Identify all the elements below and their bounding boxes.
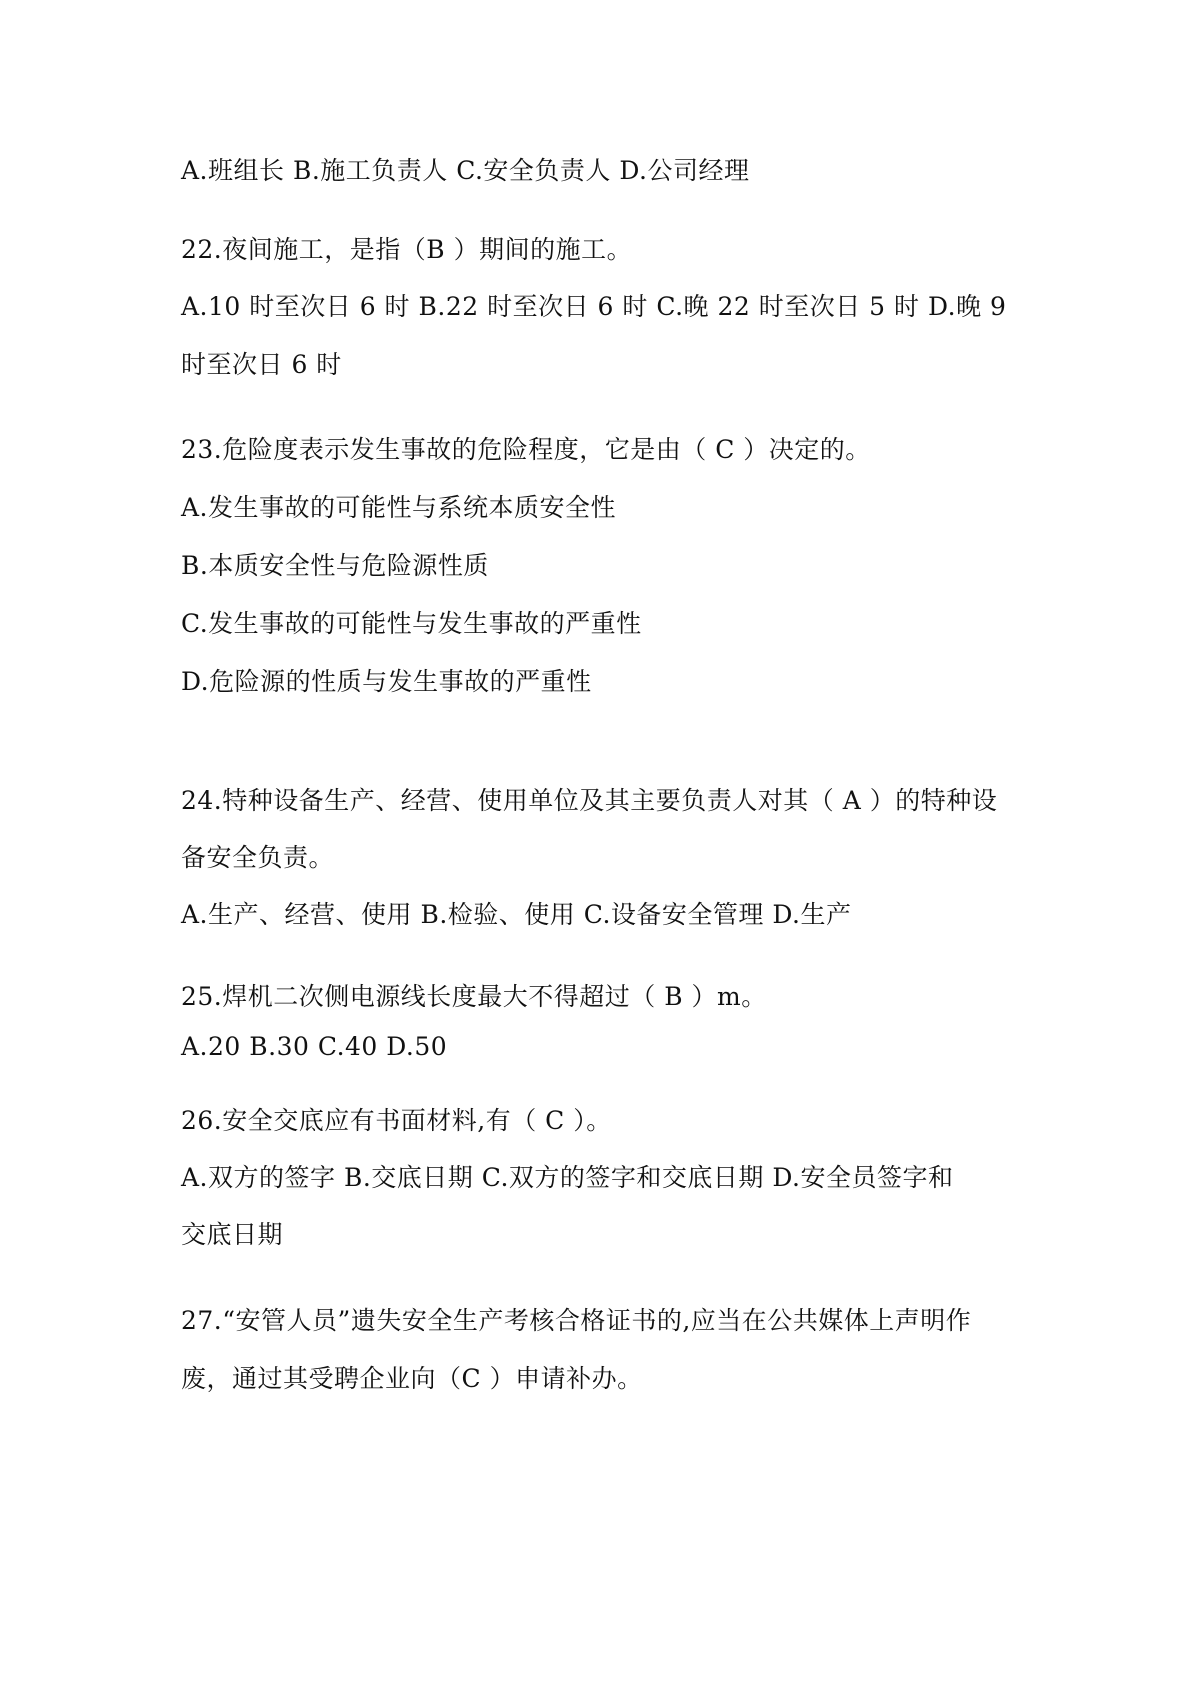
answer-option-23-b: B.本质安全性与危险源性质 (181, 551, 489, 580)
answer-options-26: A.双方的签字 B.交底日期 C.双方的签字和交底日期 D.安全员签字和 (181, 1163, 954, 1192)
answer-options-22-continued: 时至次日 6 时 (181, 350, 342, 379)
answer-options-25: A.20 B.30 C.40 D.50 (181, 1032, 448, 1061)
question-25: 25.焊机二次侧电源线长度最大不得超过（ B ）m。 (181, 982, 767, 1011)
question-22: 22.夜间施工，是指（B ）期间的施工。 (181, 235, 633, 264)
question-27-continued: 废，通过其受聘企业向（C ）申请补办。 (181, 1364, 643, 1393)
answer-options-22: A.10 时至次日 6 时 B.22 时至次日 6 时 C.晚 22 时至次日 5 时 D.晚 9 (181, 292, 1007, 321)
answer-options-21: A.班组长 B.施工负责人 C.安全负责人 D.公司经理 (181, 156, 750, 185)
answer-option-23-a: A.发生事故的可能性与系统本质安全性 (181, 493, 617, 522)
answer-option-23-d: D.危险源的性质与发生事故的严重性 (181, 667, 592, 696)
question-26: 26.安全交底应有书面材料,有（ C ）。 (181, 1106, 612, 1135)
question-24-continued: 备安全负责。 (181, 843, 335, 872)
answer-option-23-c: C.发生事故的可能性与发生事故的严重性 (181, 609, 642, 638)
question-27: 27.“安管人员”遗失安全生产考核合格证书的,应当在公共媒体上声明作 (181, 1306, 972, 1335)
question-24: 24.特种设备生产、经营、使用单位及其主要负责人对其（ A ）的特种设 (181, 786, 998, 815)
answer-options-26-continued: 交底日期 (181, 1220, 284, 1249)
answer-options-24: A.生产、经营、使用 B.检验、使用 C.设备安全管理 D.生产 (181, 900, 852, 929)
question-23: 23.危险度表示发生事故的危险程度，它是由（ C ）决定的。 (181, 435, 871, 464)
